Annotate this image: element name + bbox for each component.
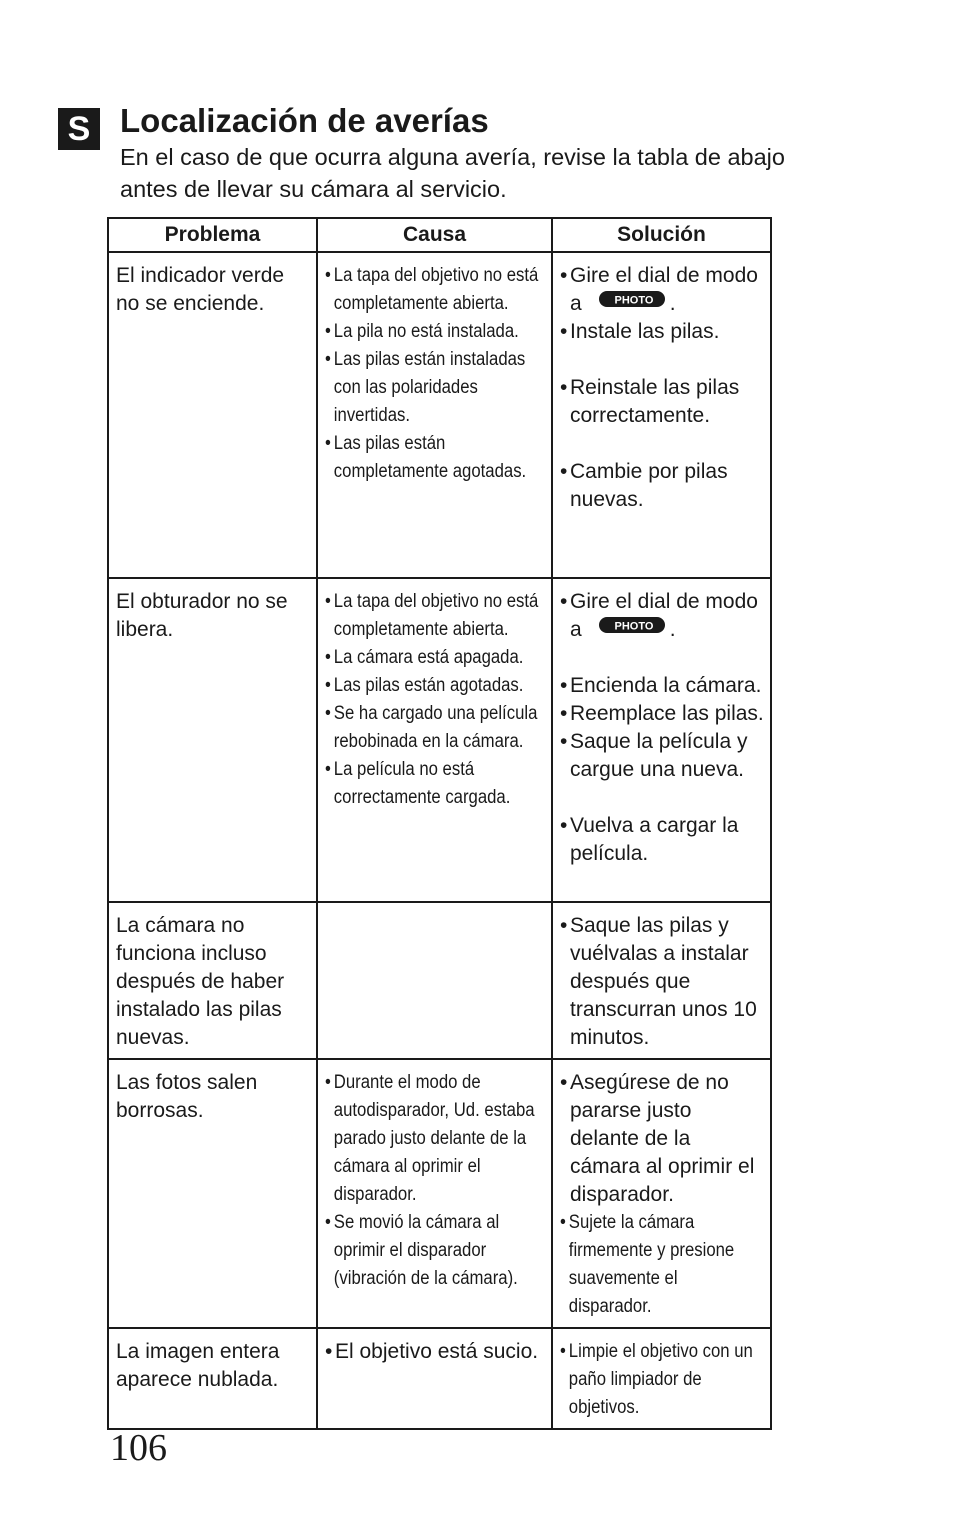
language-badge: S	[58, 108, 100, 150]
table-row	[108, 1328, 771, 1429]
photo-mode-label: PHOTO	[614, 620, 654, 633]
cause-item: • La película no está correctamente cargada.	[325, 756, 546, 812]
solution-item: • Reinstale las pilas correctamente.	[560, 374, 764, 458]
page-title: Localización de averías	[120, 102, 489, 139]
solution-item: • Cambie por pilas nuevas.	[560, 458, 764, 514]
photo-mode-label: PHOTO	[614, 294, 654, 307]
photo-mode-icon	[598, 614, 666, 642]
table-row	[108, 1059, 771, 1328]
problem-cell: El obturador no se libera.	[108, 578, 317, 902]
solution-cell	[552, 252, 771, 578]
photo-mode-icon	[598, 288, 666, 316]
table-header-row	[108, 218, 771, 252]
cause-item: • La tapa del objetivo no está completamente abierta.	[325, 262, 546, 318]
cause-cell	[317, 1328, 552, 1429]
solution-cell	[552, 1328, 771, 1429]
problem-cell: El indicador verde no se enciende.	[108, 252, 317, 578]
cause-cell	[317, 578, 552, 902]
period-mark: .	[669, 618, 676, 641]
cause-item: • La cámara está apagada.	[325, 644, 546, 672]
solution-cell	[552, 902, 771, 1059]
solution-item	[560, 588, 764, 672]
cause-item: • Las pilas están instaladas con las polaridades invertidas.	[325, 346, 546, 430]
solution-item: • Encienda la cámara.	[560, 672, 764, 700]
cause-cell	[317, 1059, 552, 1328]
table-row	[108, 902, 771, 1059]
cause-item: • Durante el modo de autodisparador, Ud. estaba parado justo delante de la cámara al oprimir el disparador.	[325, 1069, 546, 1209]
solution-item: • Reemplace las pilas.	[560, 700, 764, 728]
problem-cell: La imagen entera aparece nublada.	[108, 1328, 317, 1429]
troubleshooting-table	[107, 217, 772, 1430]
table-row	[108, 252, 771, 578]
solution-cell	[552, 1059, 771, 1328]
solution-item: • Instale las pilas.	[560, 318, 764, 374]
cause-item: • Las pilas están agotadas.	[325, 672, 546, 700]
page-number: 106	[110, 1427, 167, 1469]
period-mark: .	[669, 292, 676, 315]
cause-item: • Se ha cargado una película rebobinada en la cámara.	[325, 700, 546, 756]
problem-cell: Las fotos salen borrosas.	[108, 1059, 317, 1328]
column-header-problem: Problema	[108, 218, 317, 252]
solution-item: • Saque las pilas y vuélvalas a instalar después que transcurran unos 10 minutos.	[560, 912, 764, 1052]
solution-item: • Asegúrese de no pararse justo delante de la cámara al oprimir el disparador.	[560, 1069, 764, 1209]
cause-item: • La pila no está instalada.	[325, 318, 546, 346]
intro-text: En el caso de que ocurra alguna avería, revise la tabla de abajo antes de llevar su cámara al servicio.	[120, 144, 785, 202]
cause-item: • El objetivo está sucio.	[325, 1338, 545, 1366]
solution-item: • Limpie el objetivo con un paño limpiador de objetivos.	[560, 1338, 765, 1422]
cause-item: • La tapa del objetivo no está completamente abierta.	[325, 588, 546, 644]
column-header-solution: Solución	[552, 218, 771, 252]
cause-item: • Se movió la cámara al oprimir el disparador (vibración de la cámara).	[325, 1209, 546, 1293]
solution-item: • Sujete la cámara firmemente y presione suavemente el disparador.	[560, 1209, 765, 1321]
cause-cell	[317, 902, 552, 1059]
cause-cell	[317, 252, 552, 578]
solution-item: • Vuelva a cargar la película.	[560, 812, 764, 868]
solution-text: Gire el dial de modo a	[570, 264, 758, 315]
cause-item: • Las pilas están completamente agotadas.	[325, 430, 546, 486]
problem-cell: La cámara no funciona incluso después de haber instalado las pilas nuevas.	[108, 902, 317, 1059]
solution-item	[560, 262, 764, 318]
column-header-cause: Causa	[317, 218, 552, 252]
solution-cell	[552, 578, 771, 902]
table-row	[108, 578, 771, 902]
solution-text: Gire el dial de modo a	[570, 590, 758, 641]
solution-item: • Saque la película y cargue una nueva.	[560, 728, 764, 812]
